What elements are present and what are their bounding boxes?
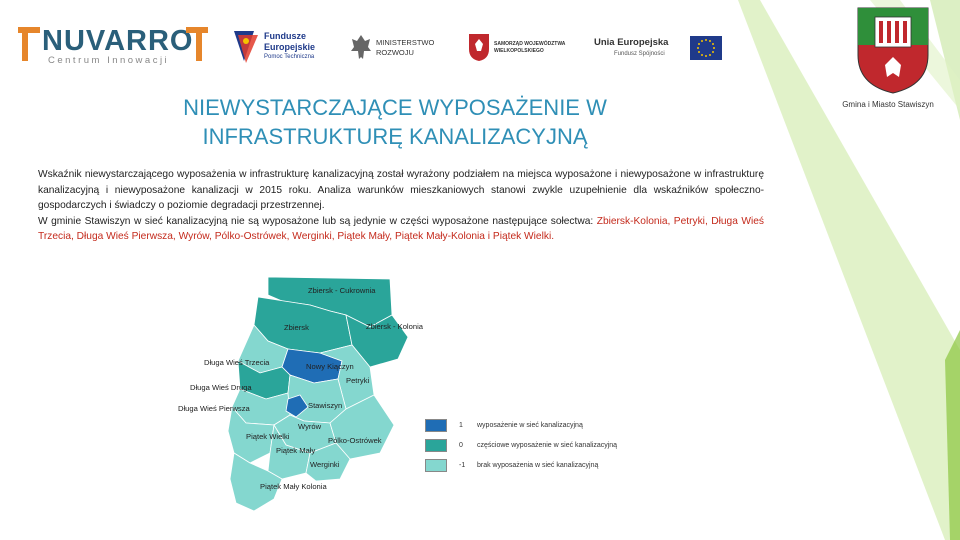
samorzad-logo [468, 33, 578, 65]
map-label: Piątek Wielki [246, 432, 290, 441]
fundusze-logo [232, 29, 332, 65]
ministerstwo-line1: MINISTERSTWO [376, 38, 435, 47]
paragraph-2-intro: W gminie Stawiszyn w sieć kanalizacyjną nie są wyposażone lub są jedynie w części wyposażone następujące sołectwa: [38, 215, 594, 227]
legend-item [425, 459, 598, 471]
nuvarro-sub: Centrum Innowacji [48, 55, 170, 66]
eu-flag-icon [690, 36, 722, 60]
solectwa-list: Zbiersk-Kolonia, Petryki, Długa Wieś Trzecia, Długa Wieś Pierwsza, Wyrów, Pólko-Ostrówek, Werginki, Piątek Mały, Piątek Mały-Kolonia i Piątek Wielki. [38, 215, 765, 243]
fundusze-star-icon [232, 29, 260, 63]
legend-text: wyposażenie w sieć kanalizacyjną [477, 421, 583, 429]
legend-swatch [425, 419, 447, 432]
map-label: Wyrów [298, 422, 322, 431]
legend-text: brak wyposażenia w sieć kanalizacyjną [477, 461, 599, 469]
map-label: Długa Wieś Pierwsza [178, 404, 250, 413]
gmina-label: Gmina i Miasto Stawiszyn [842, 100, 934, 109]
map-label: Długa Wieś Trzecia [204, 358, 270, 367]
map-label: Pólko-Ostrówek [328, 436, 382, 445]
fundusze-line3: Pomoc Techniczna [264, 54, 315, 60]
map-label: Stawiszyn [308, 401, 343, 410]
ue-line1: Unia Europejska [594, 37, 669, 48]
ue-logo [594, 33, 726, 65]
body-text [38, 167, 764, 245]
samorzad-line2: WIELKOPOLSKIEGO [494, 48, 544, 54]
page-title [110, 93, 680, 151]
ministerstwo-line2: ROZWOJU [376, 48, 414, 57]
nuvarro-name: NUVARRO [42, 25, 194, 57]
map-label: Werginki [310, 460, 340, 469]
fundusze-line2: Europejskie [264, 42, 316, 52]
page-title-line2: INFRASTRUKTURĘ KANALIZACYJNĄ [202, 124, 588, 149]
map-label: Petryki [346, 376, 370, 385]
nuvarro-logo [18, 27, 208, 69]
map-label: Zbiersk - Kolonia [366, 322, 423, 331]
page-title-line1: NIEWYSTARCZAJĄCE WYPOSAŻENIE W [183, 95, 607, 120]
legend-item [425, 439, 617, 451]
map-label: Zbiersk - Cukrownia [308, 286, 376, 295]
eagle-icon [350, 33, 372, 61]
legend-swatch [425, 439, 447, 452]
nuvarro-bracket-icon [18, 27, 40, 61]
samorzad-line1: SAMORZĄD WOJEWÓDZTWA [494, 41, 566, 47]
ministerstwo-logo [350, 33, 445, 65]
map-label: Nowy Kiączyn [306, 362, 354, 371]
ue-line2: Fundusz Spójności [614, 51, 665, 57]
wielkopolska-shield-icon [468, 33, 490, 61]
map-label: Piątek Mały [276, 446, 316, 455]
legend-item [425, 419, 583, 431]
legend-num: -1 [459, 461, 466, 469]
fundusze-line1: Fundusze [264, 31, 306, 41]
map-label: Długa Wieś Druga [190, 383, 252, 392]
coat-of-arms-icon [855, 5, 931, 95]
legend-num: 1 [459, 421, 463, 429]
map-label: Piątek Mały Kolonia [260, 482, 327, 491]
nuvarro-bracket-right-icon [186, 27, 208, 61]
paragraph-1: Wskaźnik niewystarczającego wyposażenia w infrastrukturę kanalizacyjną został wyrażony podziałem na miejsca wyposażone i niewyposażone w infrastrukturę kanalizacyjną i niewyposażone kanalizacji w 2015 roku. Analiza warunków mieszkaniowych stanowi zwykle uzupełnienie dla wskaźników społeczno-gospodarczych i świadczy o poziomie degradacji przestrzennej. [38, 169, 764, 212]
map-label: Zbiersk [284, 323, 309, 332]
legend-num: 0 [459, 441, 463, 449]
legend-swatch [425, 459, 447, 472]
paragraph-2 [38, 214, 764, 245]
legend-text: częściowe wyposażenie w sieć kanalizacyjną [477, 441, 618, 449]
sewerage-map [170, 275, 423, 515]
